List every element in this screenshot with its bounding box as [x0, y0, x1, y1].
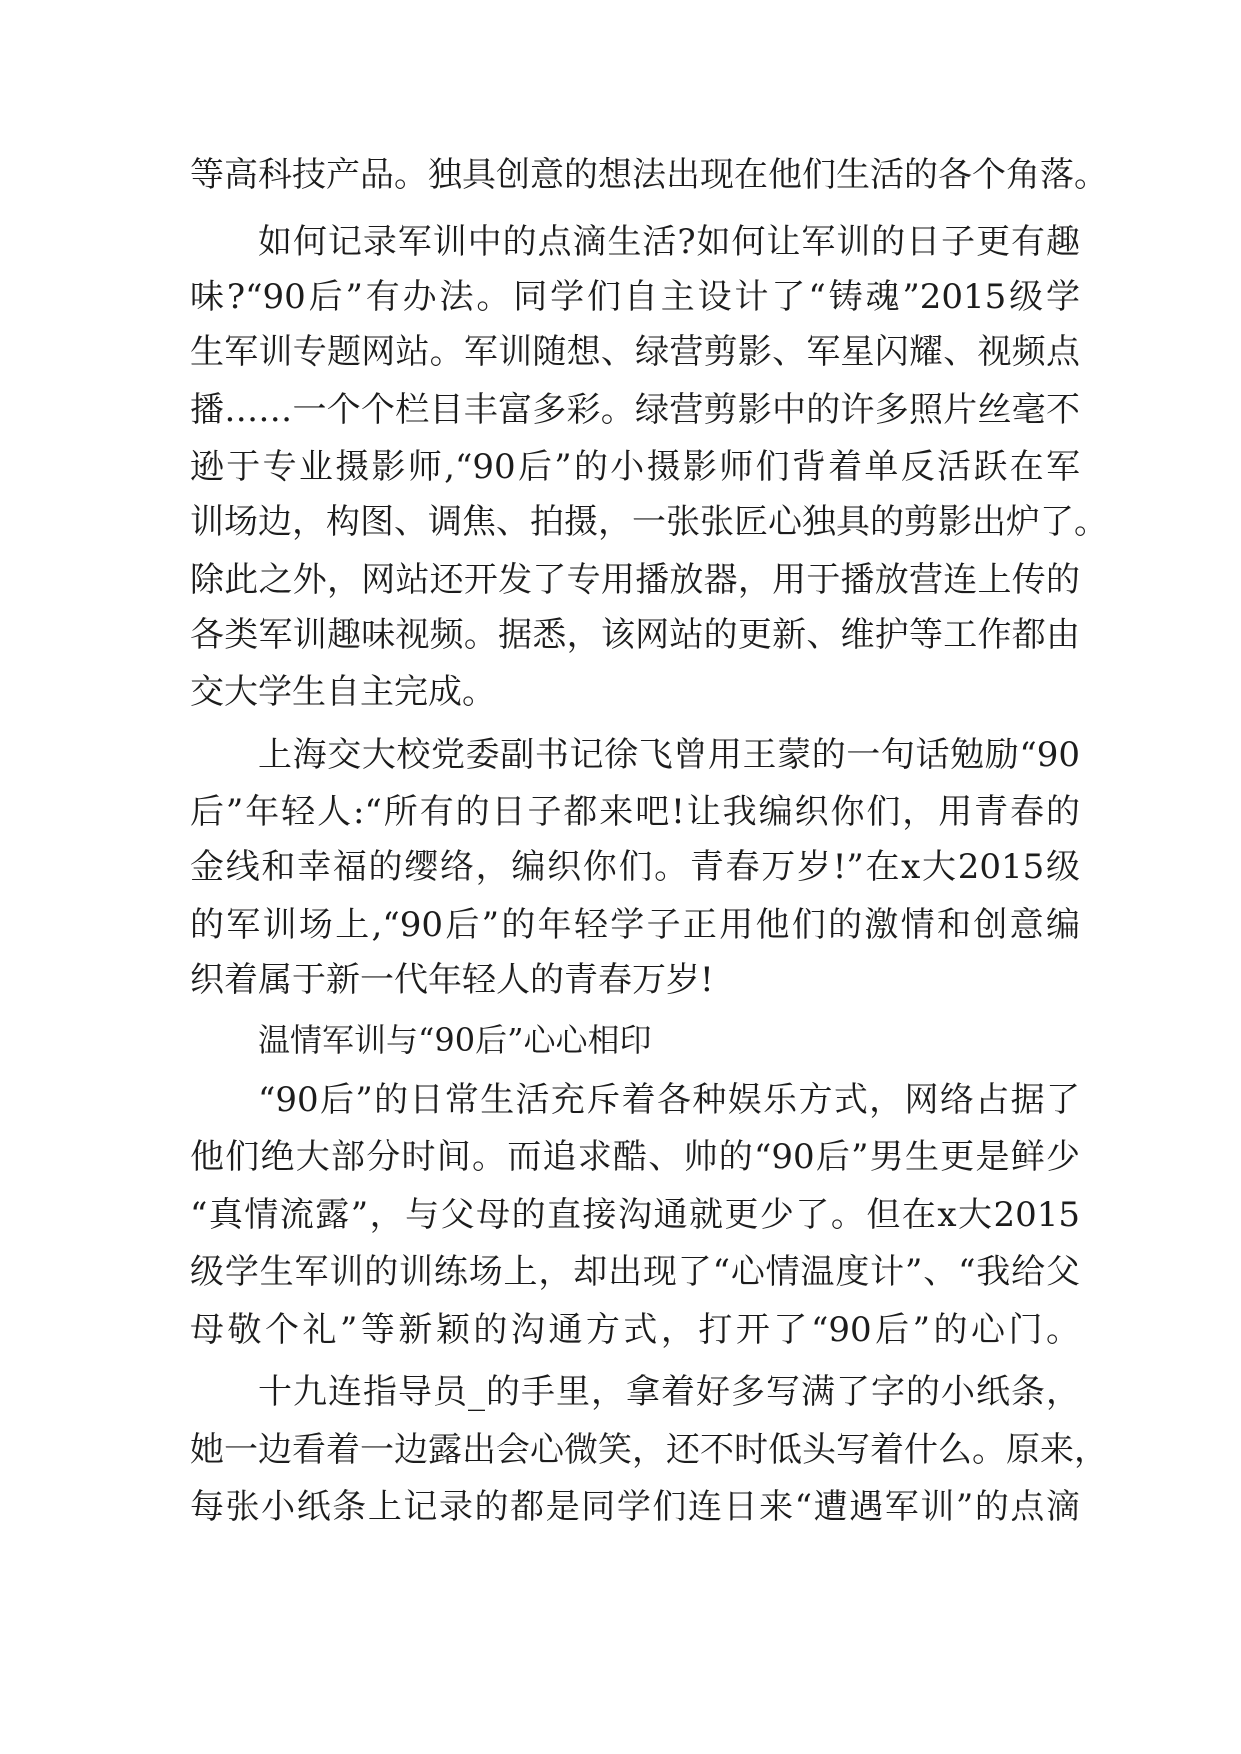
paragraph-line: “90后”的日常生活充斥着各种娱乐方式，网络占据了 — [258, 1080, 1080, 1120]
paragraph-line: 织着属于新一代年轻人的青春万岁! — [190, 960, 714, 1000]
paragraph-line: 如何记录军训中的点滴生活?如何让军训的日子更有趣 — [258, 222, 1080, 262]
paragraph-line: 生军训专题网站。军训随想、绿营剪影、军星闪耀、视频点 — [190, 332, 1080, 372]
paragraph-line: 她一边看着一边露出会心微笑，还不时低头写着什么。原来， — [190, 1430, 1108, 1470]
paragraph-line: 播……一个个栏目丰富多彩。绿营剪影中的许多照片丝毫不 — [190, 390, 1080, 430]
paragraph-line: 逊于专业摄影师,“90后”的小摄影师们背着单反活跃在军 — [190, 447, 1080, 487]
paragraph-line: 等高科技产品。独具创意的想法出现在他们生活的各个角落。 — [190, 155, 1108, 195]
paragraph-line: “真情流露”，与父母的直接沟通就更少了。但在x大2015 — [190, 1195, 1080, 1235]
paragraph-line: 味?“90后”有办法。同学们自主设计了“铸魂”2015级学 — [190, 277, 1080, 317]
paragraph-line: 交大学生自主完成。 — [190, 672, 496, 712]
paragraph-line: 除此之外，网站还开发了专用播放器，用于播放营连上传的 — [190, 560, 1080, 600]
paragraph-line: 他们绝大部分时间。而追求酷、帅的“90后”男生更是鲜少 — [190, 1137, 1080, 1177]
paragraph-line: 每张小纸条上记录的都是同学们连日来“遭遇军训”的点滴 — [190, 1487, 1080, 1527]
paragraph-line: 训场边，构图、调焦、拍摄，一张张匠心独具的剪影出炉了。 — [190, 502, 1108, 542]
section-heading: 温情军训与“90后”心心相印 — [258, 1021, 652, 1059]
paragraph-line: 各类军训趣味视频。据悉，该网站的更新、维护等工作都由 — [190, 615, 1080, 655]
paragraph-line: 级学生军训的训练场上，却出现了“心情温度计”、“我给父 — [190, 1252, 1080, 1292]
paragraph-line: 上海交大校党委副书记徐飞曾用王蒙的一句话勉励“90 — [258, 735, 1080, 775]
paragraph-line: 母敬个礼”等新颖的沟通方式，打开了“90后”的心门。 — [190, 1310, 1080, 1350]
paragraph-line: 的军训场上,“90后”的年轻学子正用他们的激情和创意编 — [190, 905, 1080, 945]
paragraph-line: 金线和幸福的缨络，编织你们。青春万岁!”在x大2015级 — [190, 847, 1080, 887]
paragraph-line: 十九连指导员_的手里，拿着好多写满了字的小纸条， — [258, 1372, 1080, 1412]
paragraph-line: 后”年轻人:“所有的日子都来吧!让我编织你们，用青春的 — [190, 792, 1080, 832]
